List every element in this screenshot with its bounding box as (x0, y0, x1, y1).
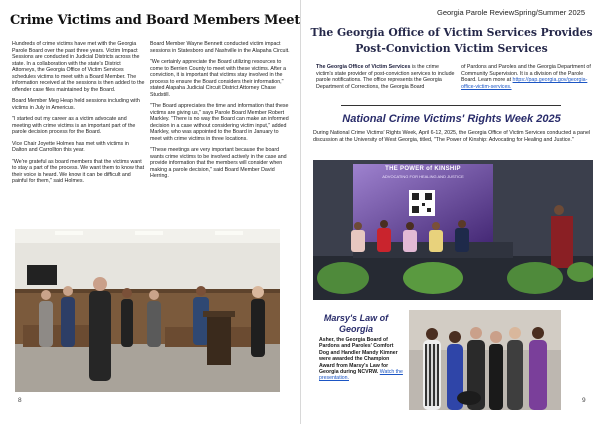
ncvrw-title: National Crime Victims' Rights Week 2025 (342, 113, 561, 125)
ovs-text-cont: of Pardons and Paroles and the Georgia Department of Community Supervision. It is a division of the Parole Board. Learn more at (461, 64, 591, 83)
ovs-text: is the crime victim's state provider of post-conviction services to include parole notifications. The office represents the Georgia Department of Corrections, the Georgia Board (316, 64, 455, 90)
page-number: 9 (582, 397, 586, 404)
marsys-law-title: Marsy's Law of Georgia (323, 313, 389, 334)
ovs-website-link[interactable]: https://pap.georgia.gov/georgia-office-victim-services. (461, 77, 588, 90)
screen-title: THE POWER of KINSHIP (385, 166, 461, 172)
article-column-1 (12, 41, 145, 190)
screen-subtitle: ADVOCATING FOR HEALING AND JUSTICE (382, 174, 464, 179)
article-column-2 (150, 41, 290, 185)
award-group-photo (409, 310, 561, 410)
paragraph: "The Board appreciates the time and information that these victims are giving us," says Parole Board Member Robert Markley. "There is no way the Board can make an informed decision in a case without considering victim input," added Markley, who was appointed to the Board in January to meet with crime victims in three locations. (150, 103, 289, 142)
ovs-column-2 (461, 64, 591, 90)
running-header: Georgia Parole ReviewSpring/Summer 2025 (437, 8, 585, 17)
ovs-bold-lead: The Georgia Office of Victim Services (316, 64, 411, 70)
paragraph: "These meetings are very important because the board wants crime victims to be involved actively in the case and provide information that the members will consider when making a parole decision," said Board Member David Herring. (150, 147, 287, 179)
panel-discussion-photo (313, 160, 593, 300)
paragraph: "We certainly appreciate the Board utilizing resources to come to Berrien County to meet with these victims. After a conviction, it is important that victims stay involved in the process to ensure the Board considers their information," stated Alapaha Judicial Circuit District Attorney Chase Studstill. (150, 59, 287, 98)
paragraph: Hundreds of crime victims have met with the Georgia Parole Board over the past three years. Victim Impact Sessions are conducted in Judicial Districts across the state. In a collaboration with the state's District Attorneys, the Georgia Office of Victim Services schedules victims to meet with a Board Member. The information received at the sessions is then added to the offender case files maintained by the Board. (12, 41, 145, 93)
watch-presentation-link[interactable]: Watch the presentation. (319, 369, 403, 382)
ncvrw-text: During National Crime Victims' Rights Week, April 6-12, 2025, the Georgia Office of Victim Services conducted a panel discussion at the University of West Georgia, titled, "The Power of Kinship: Advocating for Healing and Justice." (313, 130, 591, 143)
page-title: Crime Victims and Board Members Meet (10, 13, 300, 28)
ovs-column-1 (316, 64, 456, 90)
paragraph: "We're grateful as board members that the victims want to stay a part of the process. We want them to know that their voice is heard. We know it can be difficult and painful for them," said Holmes. (12, 158, 145, 184)
marsys-law-text (319, 337, 404, 382)
divider (341, 105, 561, 106)
marsys-law-body: Asher, the Georgia Board of Pardons and Paroles' Comfort Dog and Handler Mandy Kimner were awarded the Champion Award from Marsy's Law for Georgia during NCVRW. (319, 337, 398, 376)
paragraph: Board Member Meg Heap held sessions including with victims in July in Americus. (12, 98, 140, 111)
page-number: 8 (18, 397, 22, 404)
paragraph: Board Member Wayne Bennett conducted victim impact sessions in Statesboro and Nashville in the Alapaha Circuit. (150, 41, 290, 54)
paragraph: Vice Chair Joyette Holmes has met with victims in Dalton and Carrollton this year. (12, 140, 129, 153)
right-page (300, 0, 600, 424)
paragraph: "I started out my career as a victim advocate and meeting with crime victims is an important part of the parole decision process for the Board. (12, 116, 136, 135)
board-meeting-photo (15, 229, 280, 392)
section-title: The Georgia Office of Victim Services Provides Post-Conviction Victim Services (310, 26, 593, 55)
